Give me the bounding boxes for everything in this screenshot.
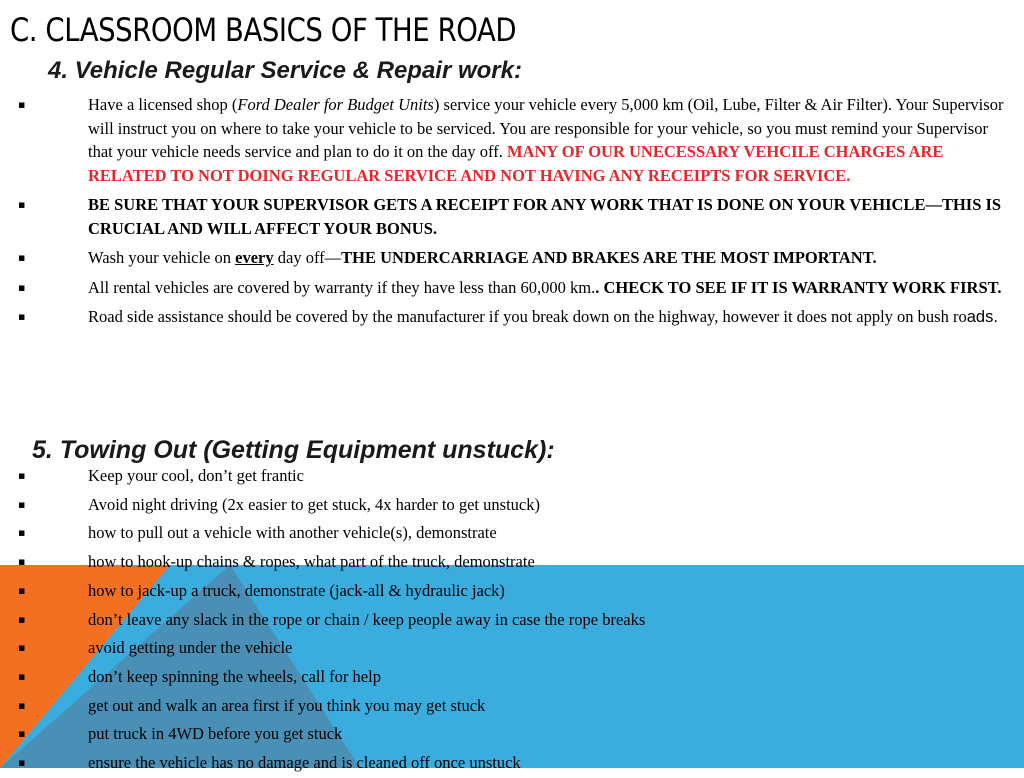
list-item: ▪ how to hook-up chains & ropes, what part of the truck, demonstrate <box>18 548 1008 577</box>
bullet-icon: ▪ <box>18 526 26 540</box>
list-item: ▪ Road side assistance should be covered by the manufacturer if you break down on the highway, however it does not apply on bush roads. <box>18 305 1008 330</box>
list-item: ▪ don’t keep spinning the wheels, call for help <box>18 663 1008 692</box>
list-item: ▪ how to pull out a vehicle with another vehicle(s), demonstrate <box>18 519 1008 548</box>
list-item: ▪ Have a licensed shop (Ford Dealer for Budget Units) service your vehicle every 5,000 km (Oil, Lube, Filter & Air Filter). Your Supervisor will instruct you on where to take your vehicle to be serviced. You are responsible for your vehicle, so you must remind your Supervisor that your vehicle needs service and plan to do it on the day off. MANY OF OUR UNECESSARY VEHCILE CHARGES ARE RELATED TO NOT DOING REGULAR SERVICE AND NOT HAVING ANY RECEIPTS FOR SERVICE. <box>18 95 1004 185</box>
bullet-icon: ▪ <box>18 280 26 294</box>
list-item: ▪ how to jack-up a truck, demonstrate (jack-all & hydraulic jack) <box>18 577 1008 606</box>
bullet-icon: ▪ <box>18 612 26 626</box>
list-item: ▪ Wash your vehicle on every day off—THE UNDERCARRIAGE AND BRAKES ARE THE MOST IMPORTANT. <box>18 246 1008 270</box>
list-item: ▪ avoid getting under the vehicle <box>18 634 1008 663</box>
list-item: ▪ All rental vehicles are covered by warranty if they have less than 60,000 km.. CHECK TO SEE IF IT IS WARRANTY WORK FIRST. <box>18 276 1008 300</box>
slide-title: C. CLASSROOM BASICS OF THE ROAD <box>10 11 517 49</box>
section-5-list <box>18 462 1008 778</box>
list-item: ▪ ensure the vehicle has no damage and is cleaned off once unstuck <box>18 749 1008 778</box>
bullet-icon: ▪ <box>18 669 26 683</box>
list-item: ▪ Keep your cool, don’t get frantic <box>18 462 1008 491</box>
section-5-heading: 5. Towing Out (Getting Equipment unstuck): <box>32 436 555 464</box>
bullet-icon: ▪ <box>18 727 26 741</box>
bullet-icon: ▪ <box>18 641 26 655</box>
bullet-icon: ▪ <box>18 198 26 211</box>
list-item: ▪ get out and walk an area first if you think you may get stuck <box>18 692 1008 721</box>
bullet-icon: ▪ <box>18 555 26 569</box>
list-item: ▪ Avoid night driving (2x easier to get stuck, 4x harder to get unstuck) <box>18 491 1008 520</box>
bullet-icon: ▪ <box>18 583 26 597</box>
bullet-icon: ▪ <box>18 251 26 264</box>
warning-text: MANY OF OUR UNECESSARY VEHCILE CHARGES ARE RELATED TO NOT DOING REGULAR SERVICE AND NOT HAVING ANY RECEIPTS FOR SERVICE. <box>88 142 944 185</box>
section-4-list <box>18 93 1008 336</box>
bullet-icon: ▪ <box>18 756 26 770</box>
bullet-icon: ▪ <box>18 698 26 712</box>
bullet-icon: ▪ <box>18 310 26 323</box>
list-item: ▪ put truck in 4WD before you get stuck <box>18 720 1008 749</box>
section-4-heading: 4. Vehicle Regular Service & Repair work: <box>48 57 522 84</box>
bullet-icon: ▪ <box>18 497 26 511</box>
bullet-icon: ▪ <box>18 469 26 482</box>
bullet-icon: ▪ <box>18 98 26 111</box>
list-item: ▪ don’t leave any slack in the rope or chain / keep people away in case the rope breaks <box>18 606 1008 635</box>
list-item: ▪ BE SURE THAT YOUR SUPERVISOR GETS A RECEIPT FOR ANY WORK THAT IS DONE ON YOUR VEHICLE—THIS IS CRUCIAL AND WILL AFFECT YOUR BONUS. <box>18 195 1002 238</box>
